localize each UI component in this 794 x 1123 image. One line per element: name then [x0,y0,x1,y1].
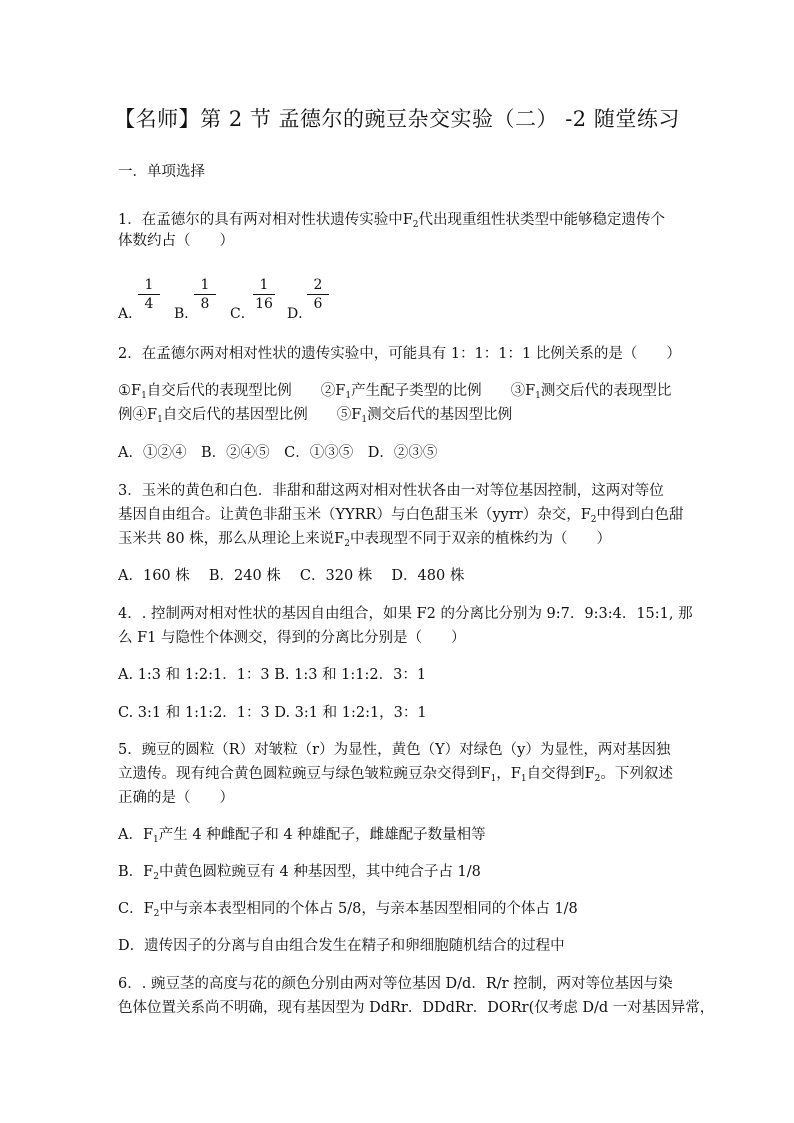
q1-option-c-label: C． [230,306,255,322]
q1-text-a: 1．在孟德尔的具有两对相对性状遗传实验中F [118,212,413,228]
q3-l3-text-b: 中表现型不同于双亲的植株约为（ ） [349,531,611,547]
q5-l2-text-d: 。下列叙述 [600,766,673,782]
section-heading: 一．单项选择 [118,164,205,180]
q3-stem-line3 [118,529,688,554]
q5-c-prefix: C．F [118,901,154,917]
q2-options: A．①②④ B．②④⑤ C．①③⑤ D．②③⑤ [118,445,438,461]
q5-sub-2: 1 [520,774,527,784]
q5-b-prefix: B．F [118,864,154,880]
q5-option-b [118,862,688,887]
q1-option-b-fraction [194,276,216,313]
q2-sub-1: 1 [141,391,147,401]
q1-d-denominator: 6 [313,296,323,312]
q5-l2-text-b: ，F [496,766,521,782]
q1-text-b: 代出现重组性状类型中能够稳定遗传个 [418,212,666,228]
q5-option-d: D．遗传因子的分离与自由组合发生在精子和卵细胞随机结合的过程中 [118,938,565,954]
q3-sub-1: 2 [590,515,597,525]
q1-option-a-label: A． [118,306,143,322]
q5-a-text: 产生 4 种雌配子和 4 种雄配子，雌雄配子数量相等 [158,827,486,843]
page-title: 【名师】第 2 节 孟德尔的豌豆杂交实验（二） -2 随堂练习 [114,107,680,131]
q5-a-sub: 1 [153,835,159,845]
q5-option-c [118,899,688,924]
q4-stem-line1: 4．. 控制两对相对性状的基因自由组合，如果 F2 的分离比分别为 9:7．9:3:4．15:1, 那 [118,606,693,622]
q2-item3-text: 测交后代的表现型比 [540,383,672,399]
q2-items-line2 [118,405,688,430]
q1-b-denominator: 8 [200,296,210,312]
q2-sub-5: 1 [361,415,368,425]
q5-b-text: 中黄色圆粒豌豆有 4 种基因型，其中纯合子占 1/8 [158,864,481,880]
q1-a-denominator: 4 [144,296,154,312]
q5-c-text: 中与亲本表型相同的个体占 5/8，与亲本基因型相同的个体占 1/8 [159,901,578,917]
q5-l2-text-c: 自交得到F [526,766,595,782]
q2-sub-3: 1 [535,391,541,401]
q1-d-numerator: 2 [307,276,329,295]
q6-stem-line1: 6．. 豌豆茎的高度与花的颜色分别由两对等位基因 D/d．R/r 控制，两对等位基因与染 [118,976,673,992]
q3-l2-text-a: 基因自由组合。让黄色非甜玉米（YYRR）与白色甜玉米（yyrr）杂交，F [118,507,591,523]
q2-item1-text: 自交后代的表现型比例 ②F [146,383,346,399]
q2-items-line1 [118,381,688,406]
q5-stem-line2 [118,764,688,789]
q2-item2-text: 产生配子类型的比例 ③F [351,383,536,399]
q1-option-c-fraction [253,276,275,313]
q2-sub-4: 1 [157,415,163,425]
q1-c-denominator: 16 [255,296,273,312]
q1-sub: 2 [412,220,419,230]
q5-stem-line3: 正确的是（ ） [118,790,234,806]
q5-c-sub: 2 [153,909,160,919]
q3-stem-line1: 3．玉米的黄色和白色．非甜和甜这两对相对性状各由一对等位基因控制，这两对等位 [118,483,664,499]
q2-item4-text: 自交后代的基因型比例 ⑤F [162,407,362,423]
q2-item5-text: 测交后代的基因型比例 [367,407,513,423]
q2-item1-prefix: ①F [118,383,142,399]
q5-sub-3: 2 [594,774,601,784]
q1-option-a-fraction [138,276,160,313]
q1-option-d-fraction [307,276,329,313]
q2-stem: 2．在孟德尔两对相对性状的遗传实验中，可能具有 1：1：1：1 比例关系的是（ ） [118,346,681,362]
q5-b-sub: 2 [153,872,159,882]
q4-stem-line2: 么 F1 与隐性个体测交，得到的分离比分别是（ ） [118,630,466,646]
q1-c-numerator: 1 [253,276,275,295]
q5-a-prefix: A．F [118,827,154,843]
q5-l2-text-a: 立遗传。现有纯合黄色圆粒豌豆与绿色皱粒豌豆杂交得到F [118,766,491,782]
q5-sub-1: 1 [490,774,497,784]
q5-stem-line1: 5．豌豆的圆粒（R）对皱粒（r）为显性，黄色（Y）对绿色（y）为显性，两对基因独 [118,742,671,758]
q1-stem-line2: 体数约占（ ） [118,233,234,249]
q4-options-cd: C. 3:1 和 1:1:2．1：3 D. 3:1 和 1:2:1，3：1 [118,705,427,721]
q2-sub-2: 1 [345,391,352,401]
q3-stem-line2 [118,505,688,530]
q2-item4-prefix: 例④F [118,407,158,423]
q3-sub-2: 2 [344,539,350,549]
q1-option-d-label: D． [287,306,313,322]
q6-stem-line2: 色体位置关系尚不明确，现有基因型为 DdRr．DDdRr．DORr(仅考虑 D/d 一对基因异常， [118,1000,715,1016]
q3-l2-text-b: 中得到白色甜 [596,507,684,523]
q5-option-a [118,825,688,850]
q3-options: A．160 株 B．240 株 C．320 株 D．480 株 [118,568,465,584]
q1-a-numerator: 1 [138,276,160,295]
q3-l3-text-a: 玉米共 80 株，那么从理论上来说F [118,531,345,547]
q4-options-ab: A. 1:3 和 1:2:1．1：3 B. 1:3 和 1:1:2．3：1 [118,667,427,683]
q1-option-b-label: B． [174,306,199,322]
q1-b-numerator: 1 [194,276,216,295]
